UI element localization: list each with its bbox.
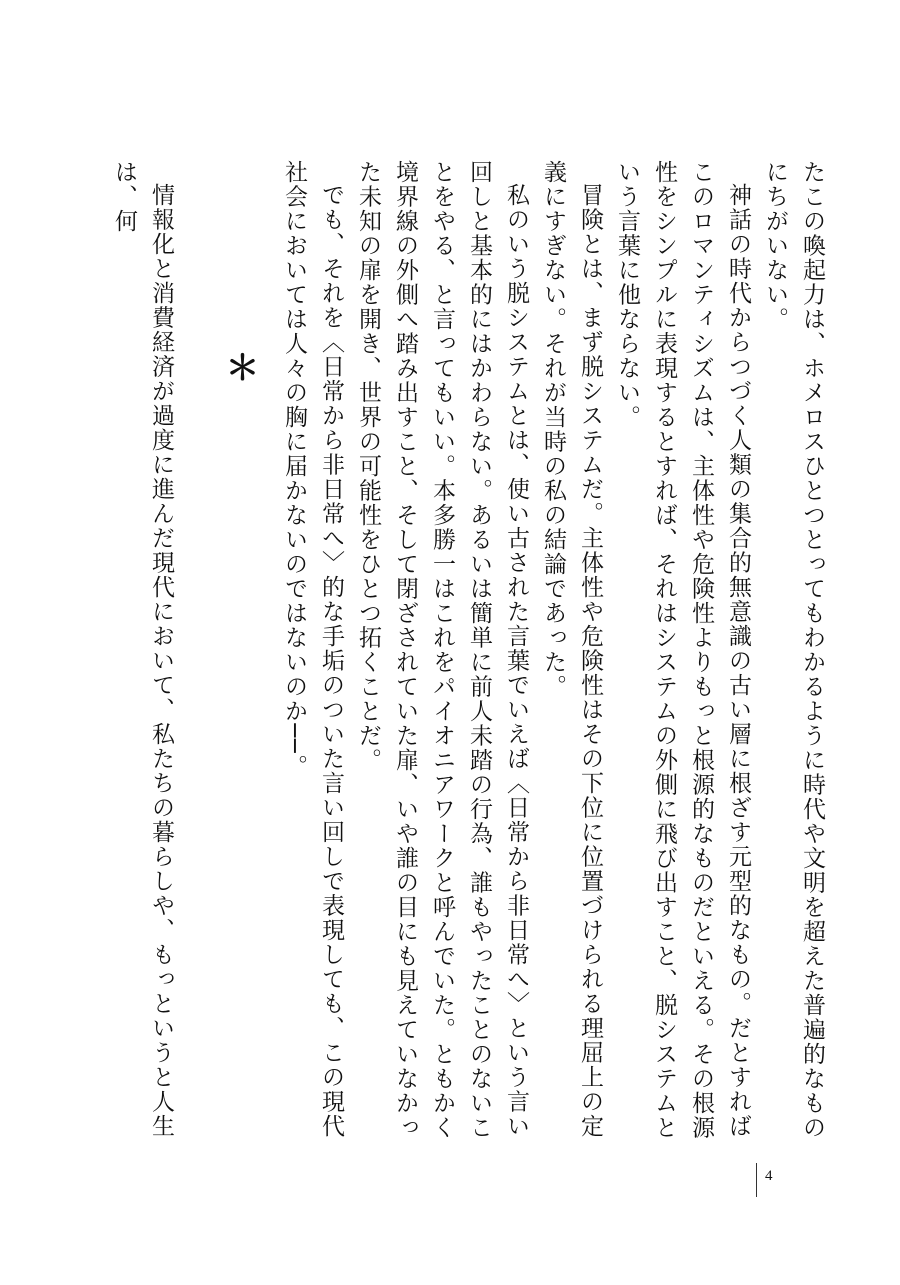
section-gap — [257, 160, 275, 1140]
paragraph-4: 私のいう脱システムとは、使い古された言葉でいえば〈日常から非日常へ〉という言い回しと基本的にはかわらない。あるいは簡単に前人未踏の行為、誰もやったことのないことをやる、と言ってもいい。本多勝一はこれをパイオニアワークと呼んでいた。ともかく境界線の外側へ踏み出すこと、そして閉ざされていた扉、いや誰の目にも見えていなかった未知の扉を開き、世界の可能性をひとつ拓くことだ。 — [355, 160, 529, 1140]
section-gap — [179, 160, 197, 1140]
section-separator: ＊ — [219, 350, 259, 386]
paragraph-5: でも、それを〈日常から非日常へ〉的な手垢のついた言い回しで表現しても、この現代社会においては人々の胸に届かないのではないのか──。 — [281, 160, 344, 1139]
paragraph-2: 神話の時代からつづく人類の集合的無意識の古い層に根ざす元型的なもの。だとすればこのロマンティシズムは、主体性や危険性よりもっと根源的なものだといえる。その根源性をシンプルに表現するとすれば、それはシステムの外側に飛び出すこと、脱システムという言葉に他ならない。 — [614, 160, 751, 1140]
page-number-rule — [756, 1163, 757, 1197]
paragraph-6: 情報化と消費経済が過度に進んだ現代において、私たちの暮らしや、もっというと人生は、何 — [111, 160, 174, 1139]
paragraph-3: 冒険とは、まず脱システムだ。主体性や危険性はその下位に位置づけられる理屈上の定義にすぎない。それが当時の私の結論であった。 — [540, 160, 603, 1139]
page-number: 4 — [765, 1168, 773, 1184]
paragraph-1: たこの喚起力は、ホメロスひとつとってもわかるように時代や文明を超えた普遍的なものにちがいない。 — [762, 160, 825, 1140]
vertical-text-body — [110, 160, 830, 1140]
